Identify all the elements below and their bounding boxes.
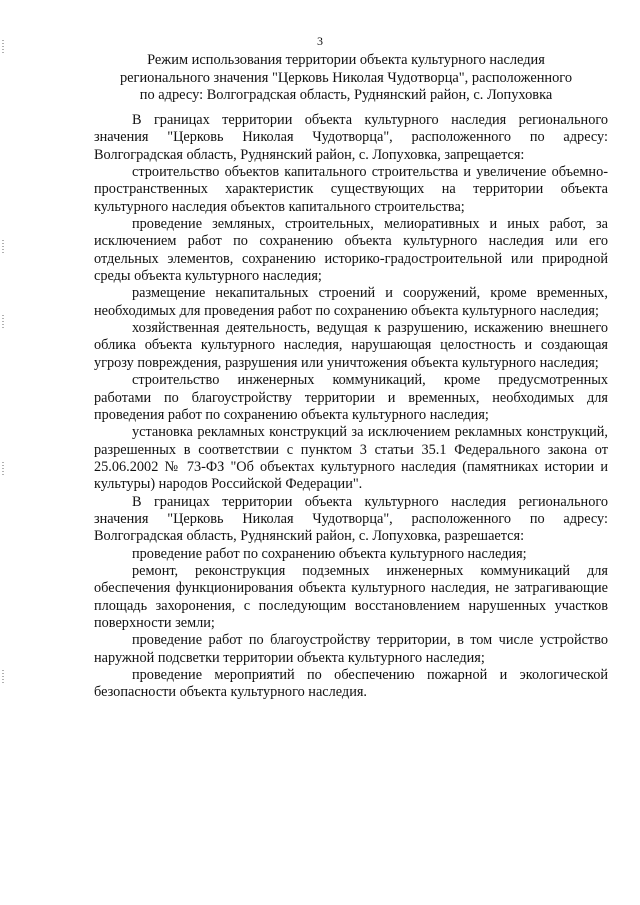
paragraph: ремонт, реконструкция подземных инженерных коммуникаций для обеспечения функционирования объекта культурного наследия, не затрагивающие площадь захоронения, с последующим восстановлением нарушенных участков поверхности земли; (94, 562, 608, 631)
paragraph: строительство инженерных коммуникаций, кроме предусмотренных работами по благоустройству территории и временных, необходимых для проведения работ по сохранению объекта культурного наследия; (94, 372, 608, 423)
heading-line: по адресу: Волгоградская область, Руднянский район, с. Лопуховка (139, 87, 553, 103)
scan-mark (2, 462, 4, 476)
scan-mark (2, 670, 4, 684)
heading-line: регионального значения "Церковь Николая Чудотворца", расположенного (119, 69, 573, 86)
paragraph: установка рекламных конструкций за исключением рекламных конструкций, разрешенных в соответствии с пунктом 3 статьи 35.1 Федерального закона от 25.06.2002 № 73-ФЗ "Об объектах культурного наследия (памятниках истории и культуры) народов Российской Федерации". (94, 424, 608, 493)
document-heading (90, 52, 602, 105)
page-number: 3 (317, 34, 323, 48)
paragraph: проведение мероприятий по обеспечению пожарной и экологической безопасности объекта культурного наследия. (94, 667, 608, 701)
document-body (94, 112, 608, 702)
paragraph-intro-permitted: В границах территории объекта культурного наследия регионального значения "Церковь Николая Чудотворца", расположенного по адресу: Волгоградская область, Руднянский район, с. Лопуховка, разрешается: (94, 493, 608, 545)
paragraph-intro-prohibited: В границах территории объекта культурного наследия регионального значения "Церковь Николая Чудотворца", расположенного по адресу: Волгоградская область, Руднянский район, с. Лопуховка, запрещается: (94, 112, 608, 163)
heading-line: Режим использования территории объекта культурного наследия (147, 52, 545, 68)
paragraph: хозяйственная деятельность, ведущая к разрушению, искажению внешнего облика объекта культурного наследия, нарушающая целостность и создающая угрозу повреждения, разрушения или уничтожения объекта культурного наследия; (94, 320, 608, 371)
paragraph: проведение земляных, строительных, мелиоративных и иных работ, за исключением работ по сохранению объекта культурного наследия или его отдельных элементов, сохранению историко-градостроительной или природной среды объекта культурного наследия; (94, 216, 608, 285)
paragraph: строительство объектов капитального строительства и увеличение объемно-пространственных характеристик существующих на территории объекта культурного наследия объектов капитального строительства; (94, 164, 608, 215)
paragraph: проведение работ по сохранению объекта культурного наследия; (132, 545, 527, 562)
scan-mark (2, 315, 4, 329)
paragraph: проведение работ по благоустройству территории, в том числе устройство наружной подсветки территории объекта культурного наследия; (94, 632, 608, 666)
scan-margin-marks (2, 0, 6, 905)
paragraph: размещение некапитальных строений и сооружений, кроме временных, необходимых для проведения работ по сохранению объекта культурного наследия; (94, 285, 608, 319)
scan-mark (2, 240, 4, 254)
